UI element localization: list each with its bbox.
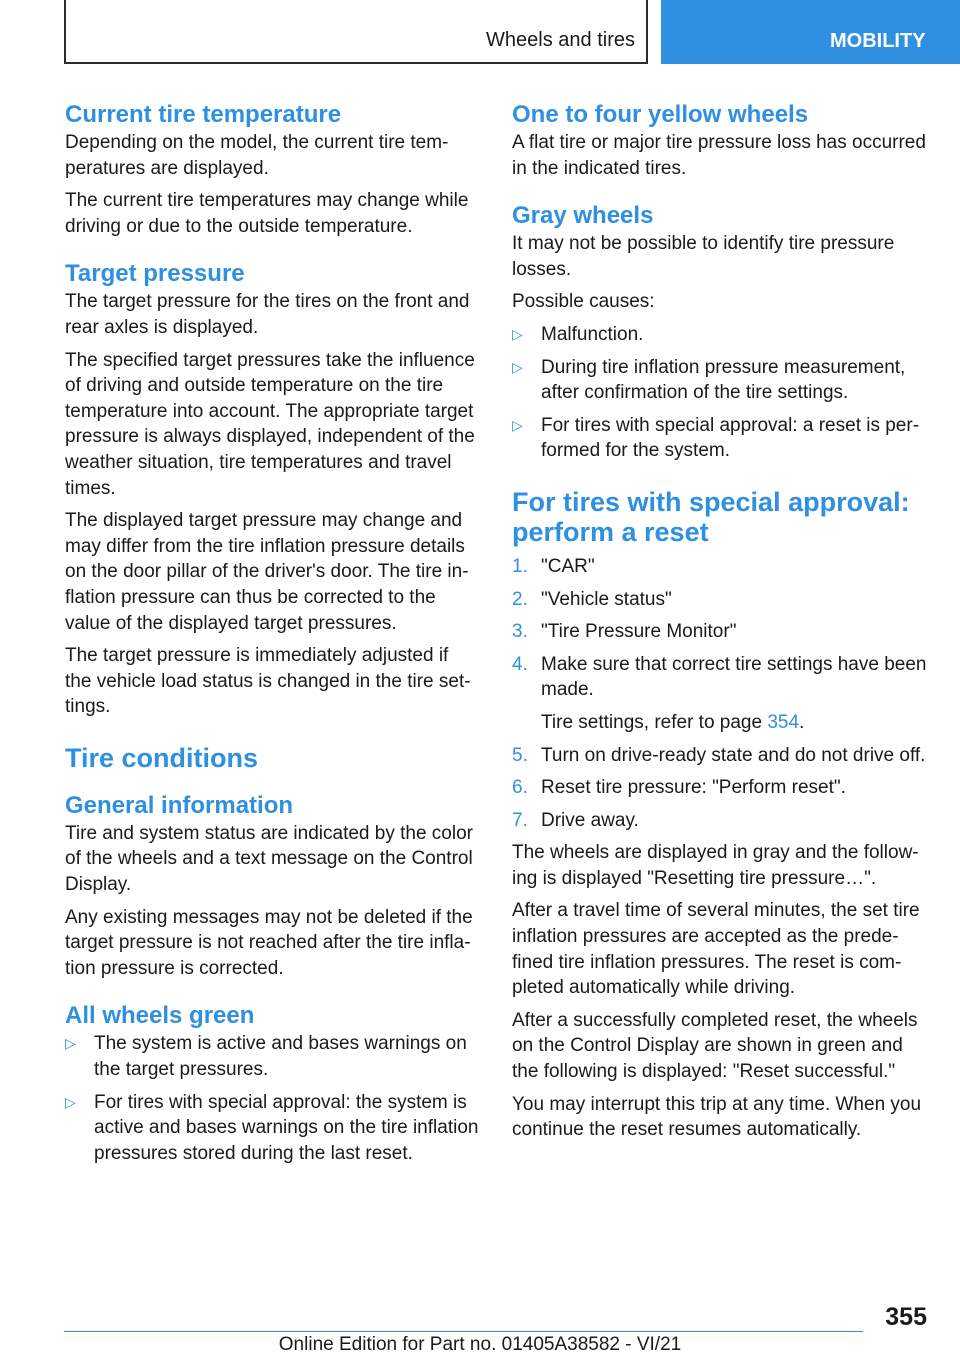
- step-item: [512, 743, 927, 769]
- list-item: [65, 1031, 480, 1082]
- paragraph: Any existing messages may not be deleted if the target pressure is not reached after the tire infla-tion pressure is corrected.: [65, 906, 473, 979]
- step-item: [512, 652, 927, 736]
- step-text: Reset tire pressure: "Perform reset".: [541, 777, 846, 799]
- triangle-bullet-icon: ▷: [65, 1035, 76, 1052]
- left-column: [65, 100, 480, 1166]
- step-item: [512, 775, 927, 801]
- header-chapter-tab[interactable]: MOBILITY: [661, 0, 960, 64]
- heading-yellow-wheels: One to four yellow wheels: [512, 101, 809, 128]
- step-number: 6.: [512, 777, 528, 799]
- step-item: [512, 808, 927, 834]
- list-item-text: Malfunction.: [541, 323, 644, 345]
- list-item: [512, 413, 927, 464]
- triangle-bullet-icon: ▷: [65, 1093, 76, 1110]
- heading-gray-wheels: Gray wheels: [512, 202, 654, 230]
- step-number: 7.: [512, 809, 528, 831]
- paragraph: The target pressure is immediately adjusted if the vehicle load status is changed in the tire set-tings.: [65, 645, 471, 718]
- list-item-text: For tires with special approval: the system is active and bases warnings on the tire inflation pressures stored during the last reset.: [94, 1091, 479, 1164]
- step-text: Turn on drive-ready state and do not drive off.: [541, 744, 926, 766]
- paragraph: The specified target pressures take the influence of driving and outside temperature on the tire temperature into account. The appropriate target pressure is always displayed, independent of the weather situation, tire temperatures and travel times.: [65, 349, 475, 499]
- list-item-text: During tire inflation pressure measurement, after confirmation of the tire settings.: [541, 356, 906, 404]
- right-column: [512, 100, 927, 1143]
- step-item: [512, 587, 927, 613]
- paragraph: You may interrupt this trip at any time. When you continue the reset resumes automatically.: [512, 1093, 922, 1141]
- paragraph: Possible causes:: [512, 291, 655, 313]
- heading-general-information: General information: [65, 791, 294, 819]
- heading-current-tire-temperature: Current tire temperature: [65, 101, 342, 128]
- heading-target-pressure: Target pressure: [65, 260, 245, 288]
- list-item: [65, 1090, 480, 1167]
- list-item: [512, 322, 927, 348]
- footer-divider: [64, 1331, 863, 1332]
- list-item-text: The system is active and bases warnings on the target pressures.: [94, 1033, 467, 1081]
- heading-all-wheels-green: All wheels green: [65, 1002, 255, 1030]
- header-section-title: Wheels and tires: [486, 29, 635, 51]
- step-number: 2.: [512, 588, 528, 610]
- gray-wheels-causes-list: [512, 322, 927, 464]
- paragraph: The current tire temperatures may change while driving or due to the outside temperature.: [65, 190, 469, 237]
- paragraph: Depending on the model, the current tire tem-peratures are displayed.: [65, 132, 449, 179]
- step-number: 3.: [512, 621, 528, 643]
- step-item: [512, 554, 927, 580]
- step-text: "Vehicle status": [541, 588, 672, 610]
- step-text: Make sure that correct tire settings have been made.: [541, 653, 927, 701]
- reference-end: .: [799, 711, 805, 733]
- paragraph: The displayed target pressure may change and may differ from the tire inflation pressure details on the door pillar of the driver's door. The tire in-flation pressure can thus be corrected to the value of the displayed target pressures.: [65, 510, 469, 634]
- step-number: 4.: [512, 653, 528, 675]
- page-reference-link[interactable]: 354: [767, 711, 800, 733]
- heading-tire-conditions: Tire conditions: [65, 742, 259, 773]
- paragraph: After a travel time of several minutes, the set tire inflation pressures are accepted as the prede-fined tire inflation pressures. The reset is com-pleted automatically while driving.: [512, 900, 920, 999]
- page-number: 355: [885, 1303, 927, 1331]
- triangle-bullet-icon: ▷: [512, 416, 523, 433]
- step-text: "Tire Pressure Monitor": [541, 621, 737, 643]
- reference-text: Tire settings, refer to page: [541, 711, 768, 733]
- step-number: 5.: [512, 744, 528, 766]
- green-wheels-list: [65, 1031, 480, 1166]
- step-text: "CAR": [541, 555, 595, 577]
- list-item-text: For tires with special approval: a reset is per-formed for the system.: [541, 414, 920, 462]
- step-number: 1.: [512, 555, 528, 577]
- step-text: Drive away.: [541, 809, 639, 831]
- paragraph: The wheels are displayed in gray and the follow-ing is displayed "Resetting tire pressure…".: [512, 842, 919, 889]
- paragraph: Tire and system status are indicated by the color of the wheels and a text message on the Control Display.: [65, 822, 473, 896]
- triangle-bullet-icon: ▷: [512, 325, 523, 342]
- paragraph: A flat tire or major tire pressure loss has occurred in the indicated tires.: [512, 132, 926, 179]
- heading-perform-reset: For tires with special approval: perform a reset: [512, 486, 910, 547]
- footer-edition: Online Edition for Part no. 01405A38582 - VI/21: [278, 1334, 682, 1355]
- reset-steps-list: [512, 554, 927, 833]
- paragraph: It may not be possible to identify tire pressure losses.: [512, 233, 895, 280]
- triangle-bullet-icon: ▷: [512, 358, 523, 375]
- list-item: [512, 355, 927, 406]
- paragraph: The target pressure for the tires on the front and rear axles is displayed.: [65, 291, 470, 338]
- paragraph: After a successfully completed reset, the wheels on the Control Display are shown in green and the following is displayed: "Reset successful.": [512, 1009, 918, 1083]
- step-item: [512, 619, 927, 645]
- step-reference: [541, 710, 927, 736]
